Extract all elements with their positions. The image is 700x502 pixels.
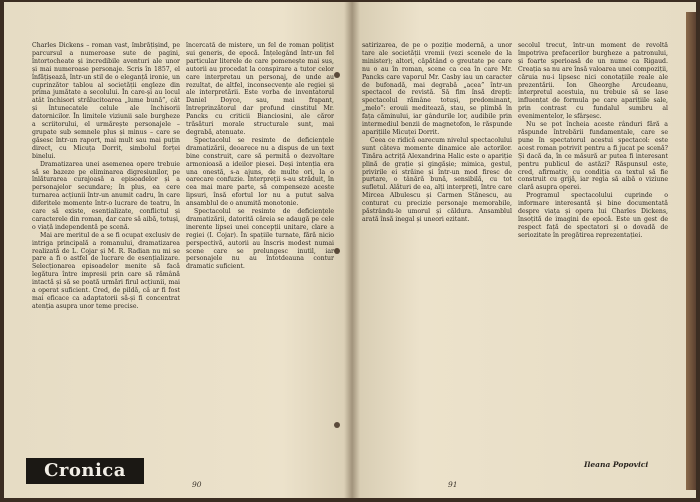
page-number-left: 90 [192,480,202,489]
binding-hole-icon [334,422,340,428]
left-page [4,2,352,498]
paragraph: Mai are meritul de a se fi ocupat exclusiv de intriga principală a romanului, dramatizarea realizată de L. Cojar și M. R. Radian nu mi se pare a fi o astfel de lucrare de esențializare. Selecționarea episoadelor menite să facă legătura între impresii prin care să rămână intactă și să se poată urmări firul acțiunii, mai a operat suficient. Cred, de pildă, că ar fi fost mai eficace ca adaptatorii să-și fi concentrat atenția asupra unor teme precise. [32,231,180,310]
paragraph: Dramatizarea unei asemenea opere trebuie să se bazeze pe eliminarea digresiunilor, pe înlăturarea curajoasă a episoadelor și a personajelor secundare; în plus, ea cere turnarea acțiunii într-un anumit cadru, în care diferitele momente într-o lucrare de teatru, în care să existe, esențializate, conflictul și caracterele din roman, dar care să aibă, totuși, o viață independentă pe scenă. [32,160,180,231]
right-column-1 [362,42,512,482]
page-number-right: 91 [448,480,458,489]
book-spine [686,12,696,490]
paragraph: Nu se pot încheia aceste rânduri fără a răspunde întrebării fundamentale, care se pune în spectatorul acestui spectacol: este acest roman potrivit pentru a fi jucat pe scenă? Și dacă da, în ce măsură ar putea fi interesant pentru publicul de astăzi? Răspunsul este, cred, afirmativ, cu condiția ca textul să fie construit cu grijă, iar regia să aibă o viziune clară asupra operei. [518,121,668,192]
right-column-2 [518,42,668,482]
paragraph: Spectacolul se resimte de deficiențele dramatizării, deoarece nu a dispus de un text bine construit, care să permită o dezvoltare armonioasă a ideilor piesei. Deși intenția era una onestă, s-a ajuns, de multe ori, la o oarecare confuzie. Interpreții s-au străduit, în cea mai mare parte, să compenseze aceste lipsuri, însă efortul lor nu a putut salva ansamblul de o anumită monotonie. [186,136,334,208]
section-label: Cronica [26,458,144,484]
page-gutter [344,2,360,498]
paragraph: secolul trecut, într-un moment de revoltă împotriva prefacerilor burgheze a patronului, și foarte sperioasă de un nume ca Rigaud. Creația sa nu are însă valoarea unei compoziții, căruia nu-i lipsesc nici conotațiile reale ale prezentării. Ion Gheorghe Arcudeanu, interpretul acestuia, nu trebuie să se lase influențat de formula pe care aparițiile sale, prin contrast cu fundalul sumbru al evenimentelor, le sfârșesc. [518,42,668,121]
author-signature: Ileana Popovici [584,460,649,469]
paragraph: încercată de mistere, un fel de roman polițist sui generis, de epocă. Înțelegând într-un fel particular literele de care pomenește mai sus, autorii au procedat la conspirare a tutor celor care interpretau un personaj, de unde au rezultat, de altfel, inconsecvențe ale regiei și ale interpretării. Este vorba de inventatorul Daniel Doyce, sau, mai frapant, întreprinzătorul dar profund cinstitul Mr. Pancks cu criticii Bianciosini, ale căror trăsături morale structurale sunt, mai degrabă, atenuate. [186,42,334,136]
paragraph: satirizarea, de pe o poziție modernă, a unor tare ale societății vremii (vezi scenele de la minister); altori, căpătând o greutate pe care nu o au în roman, scene ca cea în care Mr. Pancks care vaporul Mr. Casby iau un caracter de bufonadă, mai degrabă „acea” într-un spectacol de revistă. Să fim însă drepți: spectacolul rămâne totuși, predominant, „melo”: erouii meditează, stau, se plimbă în fața căminului, iar gândurile lor, audibile prin intermediul benzii de magnetofon, le răspunde aparițiile Micuței Dorrit. [362,42,512,136]
paragraph: Programul spectacolului cuprinde o informare interesantă și bine documentată despre viața și opera lui Charles Dickens, însoțită de imagini de epocă. Este un gest de respect față de spectatori și o dovadă de seriozitate în pregătirea reprezentației. [518,192,668,239]
binding-hole-icon [334,72,340,78]
left-column-2 [186,42,334,482]
paragraph: Charles Dickens – roman vast, îmbrățișind, pe parcursul a numeroase sute de pagini, întortocheate și incredibile aventuri ale unor și mai numeroase personaje. Scris în 1857, el înfățișează, într-un stil de o eleganță ironie, un cuprinzător tablou al societății engleze din prima jumătate a secolului. În care-și au locul atât închisori strălucitoarea „lume bună”, cât și întunecatele celule ale închisorii datornicilor. În limitele viziunii sale burgheze a scriitorului, el urmărește personajele – grupate sub semnele plus și minus – care se găsesc într-un raport, mai mult sau mai puțin direct, cu Micuța Dorrit, simbolul forței binelui. [32,42,180,160]
magazine-spread [4,2,696,498]
left-column-1 [32,42,180,470]
binding-hole-icon [334,248,340,254]
paragraph: Ceea ce ridică oarecum nivelul spectacolului sunt câteva momente dinamice ale actorilor. Tinăra actriță Alexandrina Halic este o apariție plină de grație și gingășie; mimica, gestul, privirile ei străine și într-un mod firesc de purtare, o tânără bună, sensibilă, cu tot sufletul. Alături de ea, alți interpreți, între care Mircea Albulescu și Carmen Stănescu, au conturat cu precizie personaje memorabile, păstrându-le umorul și căldura. Ansamblul arată însă inegal și uneori ezitant. [362,136,512,223]
right-page [352,2,696,498]
paragraph: Spectacolul se resimte de deficiențele dramatizării, datorită căreia se adaugă pe cele inerente lipsei unei concepții unitare, clare a regiei (I. Cojar). În spațiile turnate, fără nicio perspectivă, autorii au înscris modest numai scene care se prelungesc inutil, iar personajele nu au întotdeauna contur dramatic suficient. [186,208,334,271]
